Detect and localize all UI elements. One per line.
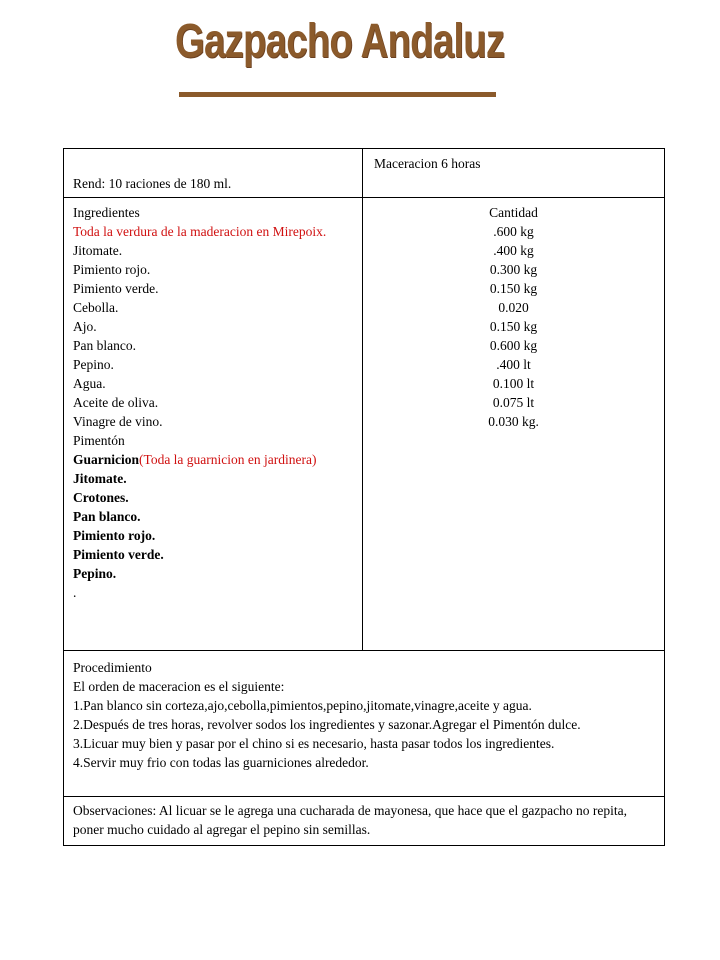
garnish-item: Pepino. <box>73 566 117 581</box>
procedure-step: 1.Pan blanco sin corteza,ajo,cebolla,pimientos,pepino,jitomate,vinagre,aceite y agua. <box>73 698 532 713</box>
quantities-cell <box>363 198 664 650</box>
ingredient-item: Agua. <box>73 376 106 391</box>
ingredient-item: Pimentón <box>73 433 125 448</box>
maceracion-cell <box>363 149 664 197</box>
quantity-value: 0.020 <box>498 300 529 315</box>
ingredient-item: Jitomate. <box>73 243 123 258</box>
ingredient-item: Pepino. <box>73 357 114 372</box>
garnish-item: Jitomate. <box>73 471 127 486</box>
quantity-value: 0.030 kg. <box>488 414 539 429</box>
garnish-item: Crotones. <box>73 490 129 505</box>
quantity-value: .400 lt <box>496 357 531 372</box>
ingredient-item: Aceite de oliva. <box>73 395 159 410</box>
procedure-intro: El orden de maceracion es el siguiente: <box>73 679 285 694</box>
ingredient-item: Vinagre de vino. <box>73 414 163 429</box>
page-title: Gazpacho Andaluz <box>174 15 505 68</box>
ingredients-heading: Ingredientes <box>73 205 140 220</box>
procedure-step: 4.Servir muy frio con todas las guarniciones alrededor. <box>73 755 369 770</box>
end-dot: . <box>73 585 77 600</box>
mirepoix-note: Toda la verdura de la maderacion en Mirepoix. <box>73 224 327 239</box>
procedure-step: 3.Licuar muy bien y pasar por el chino si es necesario, hasta pasar todos los ingredientes. <box>73 736 555 751</box>
guarnicion-line <box>73 450 353 469</box>
procedure-cell <box>64 651 664 796</box>
guarnicion-note: (Toda la guarnicion en jardinera) <box>139 452 317 467</box>
garnish-item: Pan blanco. <box>73 509 141 524</box>
quantity-value: 0.600 kg <box>489 338 538 353</box>
recipe-table <box>63 148 665 846</box>
procedure-heading: Procedimiento <box>73 660 152 675</box>
header-row <box>64 149 664 198</box>
quantity-value: 0.075 lt <box>492 395 535 410</box>
ingredient-item: Pan blanco. <box>73 338 136 353</box>
observations-row <box>64 797 664 846</box>
maceracion-text: Maceracion 6 horas <box>374 156 481 171</box>
quantity-value: 0.300 kg <box>489 262 538 277</box>
ingredient-item: Pimiento rojo. <box>73 262 151 277</box>
procedure-step: 2.Después de tres horas, revolver sodos los ingredientes y sazonar.Agregar el Pimentón dulce. <box>73 717 581 732</box>
quantity-value: .400 kg <box>493 243 534 258</box>
rend-cell <box>64 149 363 197</box>
quantities-heading: Cantidad <box>489 205 538 220</box>
observations-text: Observaciones: Al licuar se le agrega una cucharada de mayonesa, que hace que el gazpacho no repita, poner mucho cuidado al agregar el pepino sin semillas. <box>73 803 627 837</box>
quantity-value: 0.150 kg <box>489 319 538 334</box>
ingredient-item: Ajo. <box>73 319 97 334</box>
rend-text: Rend: 10 raciones de 180 ml. <box>73 176 232 191</box>
ingredients-row <box>64 198 664 651</box>
garnish-item: Pimiento rojo. <box>73 528 156 543</box>
procedure-row <box>64 651 664 797</box>
quantity-value: .600 kg <box>493 224 534 239</box>
ingredient-item: Cebolla. <box>73 300 119 315</box>
quantity-value: 0.100 lt <box>492 376 535 391</box>
ingredients-cell <box>64 198 363 650</box>
quantity-value: 0.150 kg <box>489 281 538 296</box>
title-underline <box>179 92 496 97</box>
ingredient-item: Pimiento verde. <box>73 281 159 296</box>
observations-cell <box>64 797 664 845</box>
guarnicion-label: Guarnicion <box>73 452 140 467</box>
garnish-item: Pimiento verde. <box>73 547 164 562</box>
